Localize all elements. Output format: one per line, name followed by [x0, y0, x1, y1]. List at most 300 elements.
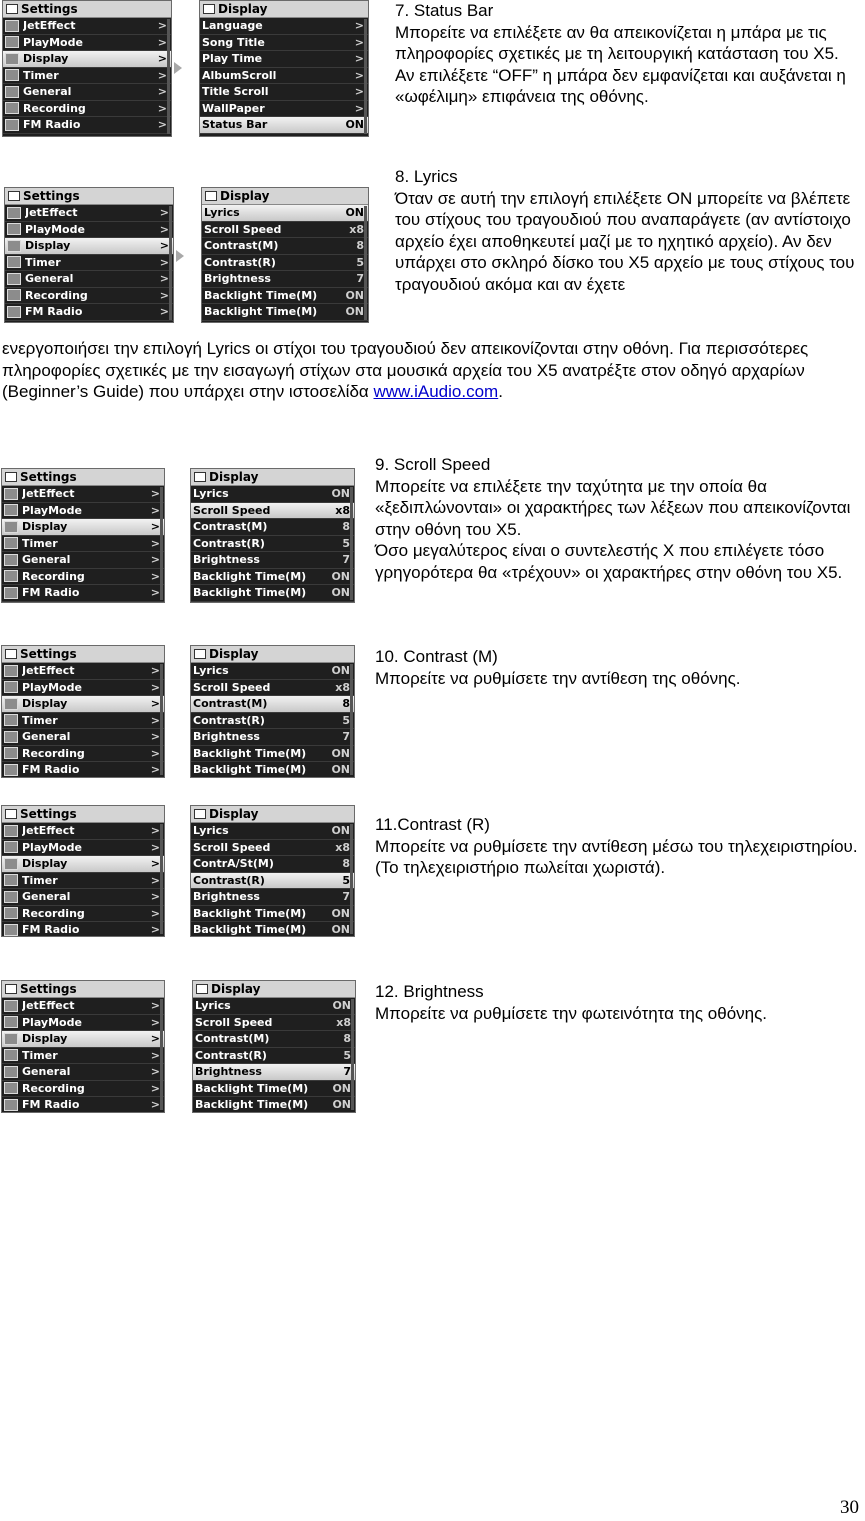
chevron-right-icon: > [150, 553, 160, 567]
menu-item[interactable] [191, 536, 354, 553]
section-body-2: Όσο μεγαλύτερος είναι ο συντελεστής X που επιλέγετε τόσο γρηγορότερα θα «τρέχουν» οι χαρακτήρες στην οθόνη του X5. [375, 541, 843, 582]
menu-item[interactable] [3, 68, 171, 85]
menu-item-label: PlayMode [22, 503, 82, 517]
menu-item-label: Display [25, 239, 71, 253]
settings-icon [5, 809, 17, 819]
chevron-right-icon: > [157, 52, 167, 66]
settings-icon [8, 191, 20, 201]
menu-item[interactable] [2, 713, 164, 730]
section-body: Μπορείτε να ρυθμίσετε την αντίθεση μέσω του τηλεχειριστηρίου. [375, 836, 858, 856]
panel-title [200, 1, 368, 18]
menu-item-label: Backlight Time(M) [193, 746, 307, 760]
menu-item[interactable] [200, 51, 368, 68]
menu-item-label: Display [22, 520, 68, 534]
menu-item-label: Display [22, 1032, 68, 1046]
menu-item-icon [5, 20, 19, 32]
menu-item-label: Lyrics [195, 999, 231, 1013]
menu-item-label: Display [22, 697, 68, 711]
menu-item-label: Brightness [193, 890, 260, 904]
menu-item[interactable] [2, 998, 164, 1015]
display-icon [194, 472, 206, 482]
menu-item-label: Song Title [202, 35, 265, 49]
menu-item-icon [4, 1082, 18, 1094]
menu-item-icon [5, 119, 19, 131]
menu-item-label: Timer [23, 68, 59, 82]
menu-item-value: x8 [335, 503, 350, 517]
chevron-right-icon: > [150, 824, 160, 838]
menu-item-icon [5, 86, 19, 98]
panel-title-label: Settings [20, 647, 77, 661]
menu-item[interactable] [2, 856, 164, 873]
scrollbar[interactable] [167, 19, 170, 134]
display-menu-panel [190, 805, 355, 937]
menu-item-label: Recording [23, 101, 86, 115]
chevron-right-icon: > [150, 697, 160, 711]
chevron-right-icon: > [354, 52, 364, 66]
menu-item-label: Backlight Time(M) [193, 923, 307, 937]
section-11-text [375, 814, 860, 879]
menu-item-label: Backlight Time(M) [193, 763, 307, 777]
menu-item-label: FM Radio [25, 305, 83, 319]
menu-item-label: Backlight Time(M) [204, 288, 318, 302]
menu-item-icon [4, 681, 18, 693]
menu-item-label: Contrast(R) [195, 1048, 267, 1062]
menu-item-label: Contrast(M) [193, 520, 268, 534]
menu-item-label: Scroll Speed [204, 222, 282, 236]
section-body: Μπορείτε να επιλέξετε αν θα απεικονίζεται η μπάρα με τις πληροφορίες σχετικές με τη λειτουργική κατάσταση του X5. Αν επιλέξετε “OFF” η μπάρα δεν εμφανίζεται και αυξάνεται η «ωφέλιμη» επιφάνεια της οθόνης. [395, 22, 846, 106]
menu-item-value: 5 [342, 536, 350, 550]
panel-title-label: Display [209, 470, 259, 484]
display-menu-panel [190, 645, 355, 778]
menu-item[interactable] [2, 1064, 164, 1081]
menu-item-value: 5 [342, 873, 350, 887]
panel-title [191, 806, 354, 823]
menu-item-value: 8 [342, 857, 350, 871]
menu-item[interactable] [191, 696, 354, 713]
menu-item[interactable] [193, 1031, 355, 1048]
scrollbar[interactable] [160, 999, 163, 1110]
menu-item-icon [7, 256, 21, 268]
menu-item[interactable] [202, 222, 368, 239]
menu-item[interactable] [3, 84, 171, 101]
menu-item-value: ON [332, 1081, 351, 1095]
menu-item-label: Title Scroll [202, 85, 269, 99]
chevron-right-icon: > [150, 873, 160, 887]
panel-title [191, 646, 354, 663]
chevron-right-icon: > [150, 1081, 160, 1095]
menu-item-label: General [23, 85, 72, 99]
menu-item[interactable] [200, 84, 368, 101]
chevron-right-icon: > [157, 101, 167, 115]
menu-item[interactable] [200, 117, 368, 134]
section-7-text [395, 0, 860, 108]
chevron-right-icon: > [150, 536, 160, 550]
menu-item-value: ON [331, 487, 350, 501]
menu-item-label: Brightness [195, 1065, 262, 1079]
scrollbar[interactable] [169, 206, 172, 320]
panel-title [2, 469, 164, 486]
menu-item[interactable] [3, 117, 171, 134]
settings-icon [5, 649, 17, 659]
menu-item[interactable] [2, 762, 164, 778]
display-icon [194, 649, 206, 659]
menu-item-label: Scroll Speed [193, 680, 271, 694]
menu-item[interactable] [3, 35, 171, 52]
section-heading: 7. Status Bar [395, 1, 494, 20]
scrollbar[interactable] [350, 664, 353, 775]
panel-title [5, 188, 173, 205]
menu-item-label: General [22, 890, 71, 904]
menu-item-label: ContrA/St(M) [193, 857, 274, 871]
menu-item-icon [4, 1066, 18, 1078]
arrow-icon [174, 62, 182, 74]
menu-item-label: WallPaper [202, 101, 265, 115]
chevron-right-icon: > [354, 35, 364, 49]
menu-item[interactable] [2, 536, 164, 553]
menu-item-icon [5, 102, 19, 114]
menu-item[interactable] [2, 1097, 164, 1113]
chevron-right-icon: > [150, 1098, 160, 1112]
menu-item[interactable] [191, 873, 354, 890]
menu-item-label: Contrast(R) [193, 713, 265, 727]
menu-item[interactable] [2, 503, 164, 520]
menu-item-label: Play Time [202, 52, 263, 66]
menu-item-icon [5, 53, 19, 65]
menu-item[interactable] [193, 1015, 355, 1032]
chevron-right-icon: > [354, 85, 364, 99]
menu-item[interactable] [202, 288, 368, 305]
menu-item[interactable] [191, 713, 354, 730]
menu-item-icon [5, 36, 19, 48]
menu-item[interactable] [3, 18, 171, 35]
menu-item-value: ON [345, 305, 364, 319]
menu-item[interactable] [191, 503, 354, 520]
menu-item-value: ON [331, 569, 350, 583]
menu-item-icon [4, 825, 18, 837]
display-menu-panel [201, 187, 369, 323]
menu-item[interactable] [5, 271, 173, 288]
menu-item-label: Recording [22, 1081, 85, 1095]
menu-item[interactable] [5, 304, 173, 321]
menu-item-icon [4, 841, 18, 853]
menu-item[interactable] [5, 255, 173, 272]
menu-item-value: ON [332, 999, 351, 1013]
settings-icon [5, 984, 17, 994]
menu-item[interactable] [2, 840, 164, 857]
section-note: (Το τηλεχειριστήριο πωλείται χωριστά). [375, 858, 666, 877]
menu-item-label: Status Bar [202, 118, 268, 132]
menu-item[interactable] [200, 18, 368, 35]
menu-item[interactable] [5, 288, 173, 305]
menu-item[interactable] [5, 205, 173, 222]
menu-item[interactable] [2, 729, 164, 746]
menu-item-value: x8 [335, 680, 350, 694]
menu-item-icon [4, 1049, 18, 1061]
menu-item-label: Timer [25, 255, 61, 269]
menu-item[interactable] [2, 906, 164, 923]
menu-item[interactable] [191, 762, 354, 778]
menu-item-label: General [22, 1065, 71, 1079]
menu-item[interactable] [200, 35, 368, 52]
menu-item[interactable] [191, 519, 354, 536]
display-menu-panel [192, 980, 356, 1113]
menu-item-label: General [25, 272, 74, 286]
chevron-right-icon: > [150, 664, 160, 678]
menu-item-icon [4, 714, 18, 726]
menu-item-label: JetEffect [23, 19, 76, 33]
menu-item-value: x8 [336, 1015, 351, 1029]
menu-item[interactable] [191, 585, 354, 602]
menu-item-label: PlayMode [22, 680, 82, 694]
menu-item[interactable] [2, 1031, 164, 1048]
panel-title-label: Display [218, 2, 268, 16]
menu-item[interactable] [2, 1081, 164, 1098]
menu-item[interactable] [193, 1064, 355, 1081]
menu-item-label: Contrast(M) [204, 239, 279, 253]
menu-item-value: 8 [343, 1032, 351, 1046]
chevron-right-icon: > [159, 305, 169, 319]
menu-item-label: Backlight Time(M) [204, 305, 318, 319]
menu-item-label: Contrast(M) [193, 697, 268, 711]
menu-item-value: 7 [343, 1065, 351, 1079]
scrollbar[interactable] [160, 824, 163, 934]
chevron-right-icon: > [157, 85, 167, 99]
menu-item-icon [4, 488, 18, 500]
menu-item[interactable] [2, 922, 164, 937]
settings-menu-panel [1, 468, 165, 603]
menu-item[interactable] [2, 889, 164, 906]
menu-item[interactable] [2, 552, 164, 569]
menu-item-icon [4, 764, 18, 776]
menu-item-icon [4, 747, 18, 759]
section-heading: 10. Contrast (M) [375, 647, 498, 666]
panel-title [193, 981, 355, 998]
menu-item[interactable] [191, 889, 354, 906]
panel-title-label: Display [220, 189, 270, 203]
menu-item[interactable] [5, 238, 173, 255]
scrollbar[interactable] [160, 487, 163, 600]
menu-item-label: Display [23, 52, 69, 66]
menu-item-value: 8 [342, 697, 350, 711]
menu-item[interactable] [193, 998, 355, 1015]
menu-item-icon [4, 504, 18, 516]
menu-item-icon [4, 858, 18, 870]
section-heading: 8. Lyrics [395, 167, 458, 186]
chevron-right-icon: > [354, 19, 364, 33]
menu-item-icon [4, 537, 18, 549]
menu-item-value: ON [345, 288, 364, 302]
menu-item[interactable] [191, 906, 354, 923]
menu-item-label: Backlight Time(M) [193, 586, 307, 600]
chevron-right-icon: > [150, 923, 160, 937]
page-number: 30 [840, 1497, 859, 1518]
chevron-right-icon: > [150, 713, 160, 727]
scrollbar[interactable] [364, 19, 367, 134]
chevron-right-icon: > [150, 569, 160, 583]
chevron-right-icon: > [150, 999, 160, 1013]
panel-title-label: Settings [21, 2, 78, 16]
menu-item[interactable] [5, 222, 173, 239]
menu-item[interactable] [191, 856, 354, 873]
menu-item[interactable] [191, 486, 354, 503]
menu-item-label: Contrast(R) [193, 536, 265, 550]
menu-item-label: Lyrics [204, 206, 240, 220]
menu-item[interactable] [191, 840, 354, 857]
menu-item[interactable] [2, 1015, 164, 1032]
menu-item[interactable] [191, 663, 354, 680]
chevron-right-icon: > [159, 288, 169, 302]
panel-title-label: Display [209, 647, 259, 661]
chevron-right-icon: > [354, 68, 364, 82]
menu-item-label: JetEffect [22, 824, 75, 838]
menu-item-icon [4, 1099, 18, 1111]
menu-item[interactable] [2, 1048, 164, 1065]
menu-item[interactable] [191, 552, 354, 569]
menu-item[interactable] [193, 1048, 355, 1065]
scrollbar[interactable] [351, 999, 354, 1110]
display-icon [203, 4, 215, 14]
menu-item-value: ON [345, 206, 364, 220]
menu-item-icon [7, 289, 21, 301]
website-link[interactable]: www.iAudio.com [373, 382, 499, 401]
scrollbar[interactable] [364, 206, 367, 320]
menu-item-label: PlayMode [23, 35, 83, 49]
menu-item-label: Scroll Speed [193, 840, 271, 854]
menu-item-value: 8 [342, 520, 350, 534]
settings-icon [6, 4, 18, 14]
menu-item-value: x8 [349, 222, 364, 236]
menu-item[interactable] [2, 569, 164, 586]
chevron-right-icon: > [150, 1048, 160, 1062]
menu-item[interactable] [191, 746, 354, 763]
menu-item[interactable] [191, 823, 354, 840]
panel-title [202, 188, 368, 205]
menu-item-icon [7, 223, 21, 235]
menu-item-value: ON [331, 664, 350, 678]
menu-item[interactable] [2, 680, 164, 697]
menu-item-icon [4, 698, 18, 710]
display-icon [194, 809, 206, 819]
menu-item-value: ON [345, 118, 364, 132]
menu-item-label: Recording [22, 906, 85, 920]
menu-item-label: Brightness [193, 730, 260, 744]
menu-item-label: Contrast(R) [204, 255, 276, 269]
settings-menu-panel [1, 645, 165, 778]
menu-item-label: JetEffect [22, 487, 75, 501]
menu-item[interactable] [191, 729, 354, 746]
section-body: Μπορείτε να επιλέξετε την ταχύτητα με την οποία θα «ξεδιπλώνονται» οι χαρακτήρες των λέξεων που απεικονίζονται στην οθόνη του X5. [375, 476, 851, 539]
menu-item-icon [4, 665, 18, 677]
section-8-continuation [2, 338, 862, 403]
menu-item-label: JetEffect [22, 664, 75, 678]
menu-item-label: General [22, 553, 71, 567]
settings-menu-panel [4, 187, 174, 323]
menu-item[interactable] [202, 205, 368, 222]
menu-item[interactable] [3, 51, 171, 68]
panel-title-label: Settings [20, 982, 77, 996]
menu-item-label: Backlight Time(M) [193, 569, 307, 583]
chevron-right-icon: > [159, 272, 169, 286]
chevron-right-icon: > [354, 101, 364, 115]
menu-item-label: General [22, 730, 71, 744]
menu-item[interactable] [2, 519, 164, 536]
panel-title [3, 1, 171, 18]
menu-item-label: Scroll Speed [195, 1015, 273, 1029]
menu-item[interactable] [191, 680, 354, 697]
menu-item-value: 5 [356, 255, 364, 269]
chevron-right-icon: > [150, 730, 160, 744]
chevron-right-icon: > [157, 19, 167, 33]
menu-item[interactable] [193, 1081, 355, 1098]
chevron-right-icon: > [150, 520, 160, 534]
menu-item[interactable] [202, 271, 368, 288]
chevron-right-icon: > [159, 206, 169, 220]
link-suffix: . [498, 382, 503, 401]
chevron-right-icon: > [159, 222, 169, 236]
scrollbar[interactable] [350, 824, 353, 934]
menu-item[interactable] [193, 1097, 355, 1113]
scrollbar[interactable] [350, 487, 353, 600]
menu-item-label: Lyrics [193, 824, 229, 838]
section-body: Μπορείτε να ρυθμίσετε την φωτεινότητα της οθόνης. [375, 1003, 768, 1023]
menu-item-value: ON [331, 906, 350, 920]
menu-item-label: Backlight Time(M) [193, 906, 307, 920]
menu-item[interactable] [2, 663, 164, 680]
menu-item[interactable] [191, 569, 354, 586]
menu-item-icon [4, 924, 18, 936]
menu-item-value: ON [331, 746, 350, 760]
panel-title [191, 469, 354, 486]
menu-item[interactable] [200, 68, 368, 85]
menu-item[interactable] [202, 238, 368, 255]
menu-item[interactable] [2, 585, 164, 602]
section-9-text [375, 454, 860, 583]
menu-item[interactable] [200, 101, 368, 118]
menu-item[interactable] [191, 922, 354, 937]
menu-item-icon [5, 69, 19, 81]
menu-item[interactable] [2, 873, 164, 890]
chevron-right-icon: > [159, 239, 169, 253]
section-8-text [395, 166, 860, 295]
chevron-right-icon: > [150, 1032, 160, 1046]
menu-item-value: 7 [342, 730, 350, 744]
menu-item-value: 5 [342, 713, 350, 727]
panel-title [2, 646, 164, 663]
chevron-right-icon: > [157, 68, 167, 82]
display-icon [205, 191, 217, 201]
menu-item-icon [7, 306, 21, 318]
scrollbar[interactable] [160, 664, 163, 775]
menu-item[interactable] [2, 746, 164, 763]
menu-item-label: Contrast(R) [193, 873, 265, 887]
chevron-right-icon: > [150, 906, 160, 920]
menu-item-value: ON [331, 824, 350, 838]
menu-item[interactable] [2, 696, 164, 713]
menu-item[interactable] [202, 255, 368, 272]
menu-item[interactable] [202, 304, 368, 321]
menu-item-icon [4, 907, 18, 919]
menu-item[interactable] [3, 101, 171, 118]
panel-title-label: Settings [20, 470, 77, 484]
section-heading: 9. Scroll Speed [375, 455, 491, 474]
menu-item[interactable] [2, 486, 164, 503]
arrow-icon [176, 250, 184, 262]
chevron-right-icon: > [157, 35, 167, 49]
settings-icon [5, 472, 17, 482]
menu-item-label: FM Radio [23, 118, 81, 132]
section-body: Μπορείτε να ρυθμίσετε την αντίθεση της οθόνης. [375, 668, 741, 688]
menu-item[interactable] [2, 823, 164, 840]
